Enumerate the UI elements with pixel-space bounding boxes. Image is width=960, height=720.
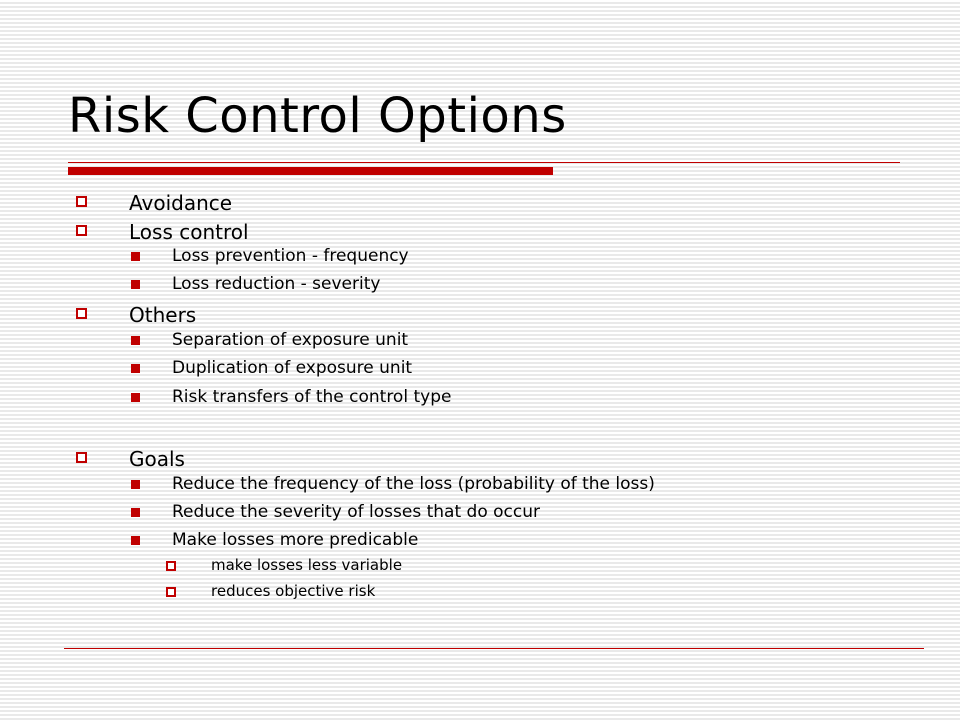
- bullet-less-variable: make losses less variable: [211, 556, 403, 574]
- hollow-square-bullet-icon: [76, 196, 87, 207]
- hollow-square-bullet-icon: [76, 452, 87, 463]
- filled-square-bullet-icon: [131, 536, 140, 545]
- bullet-separation: Separation of exposure unit: [172, 330, 409, 350]
- hollow-square-bullet-icon: [166, 587, 176, 597]
- title-underline-thin: [68, 162, 900, 163]
- filled-square-bullet-icon: [131, 508, 140, 517]
- filled-square-bullet-icon: [131, 393, 140, 402]
- bullet-goals: Goals: [129, 447, 185, 471]
- bullet-objective-risk: reduces objective risk: [211, 582, 376, 600]
- bullet-reduce-frequency: Reduce the frequency of the loss (probability of the loss): [172, 474, 655, 494]
- hollow-square-bullet-icon: [76, 308, 87, 319]
- bullet-reduce-severity: Reduce the severity of losses that do occur: [172, 502, 540, 522]
- filled-square-bullet-icon: [131, 280, 140, 289]
- bullet-loss-reduction: Loss reduction - severity: [172, 274, 381, 294]
- hollow-square-bullet-icon: [166, 561, 176, 571]
- bullet-avoidance: Avoidance: [129, 191, 233, 215]
- bullet-predictable: Make losses more predicable: [172, 530, 419, 550]
- bullet-duplication: Duplication of exposure unit: [172, 358, 413, 378]
- footer-rule: [64, 648, 924, 649]
- hollow-square-bullet-icon: [76, 225, 87, 236]
- filled-square-bullet-icon: [131, 336, 140, 345]
- filled-square-bullet-icon: [131, 364, 140, 373]
- filled-square-bullet-icon: [131, 480, 140, 489]
- bullet-loss-prevention: Loss prevention - frequency: [172, 246, 409, 266]
- bullet-others: Others: [129, 303, 197, 327]
- bullet-risk-transfers: Risk transfers of the control type: [172, 387, 452, 407]
- page-title: Risk Control Options: [68, 88, 567, 144]
- title-underline-accent: [68, 167, 553, 175]
- bullet-loss-control: Loss control: [129, 220, 249, 244]
- filled-square-bullet-icon: [131, 252, 140, 261]
